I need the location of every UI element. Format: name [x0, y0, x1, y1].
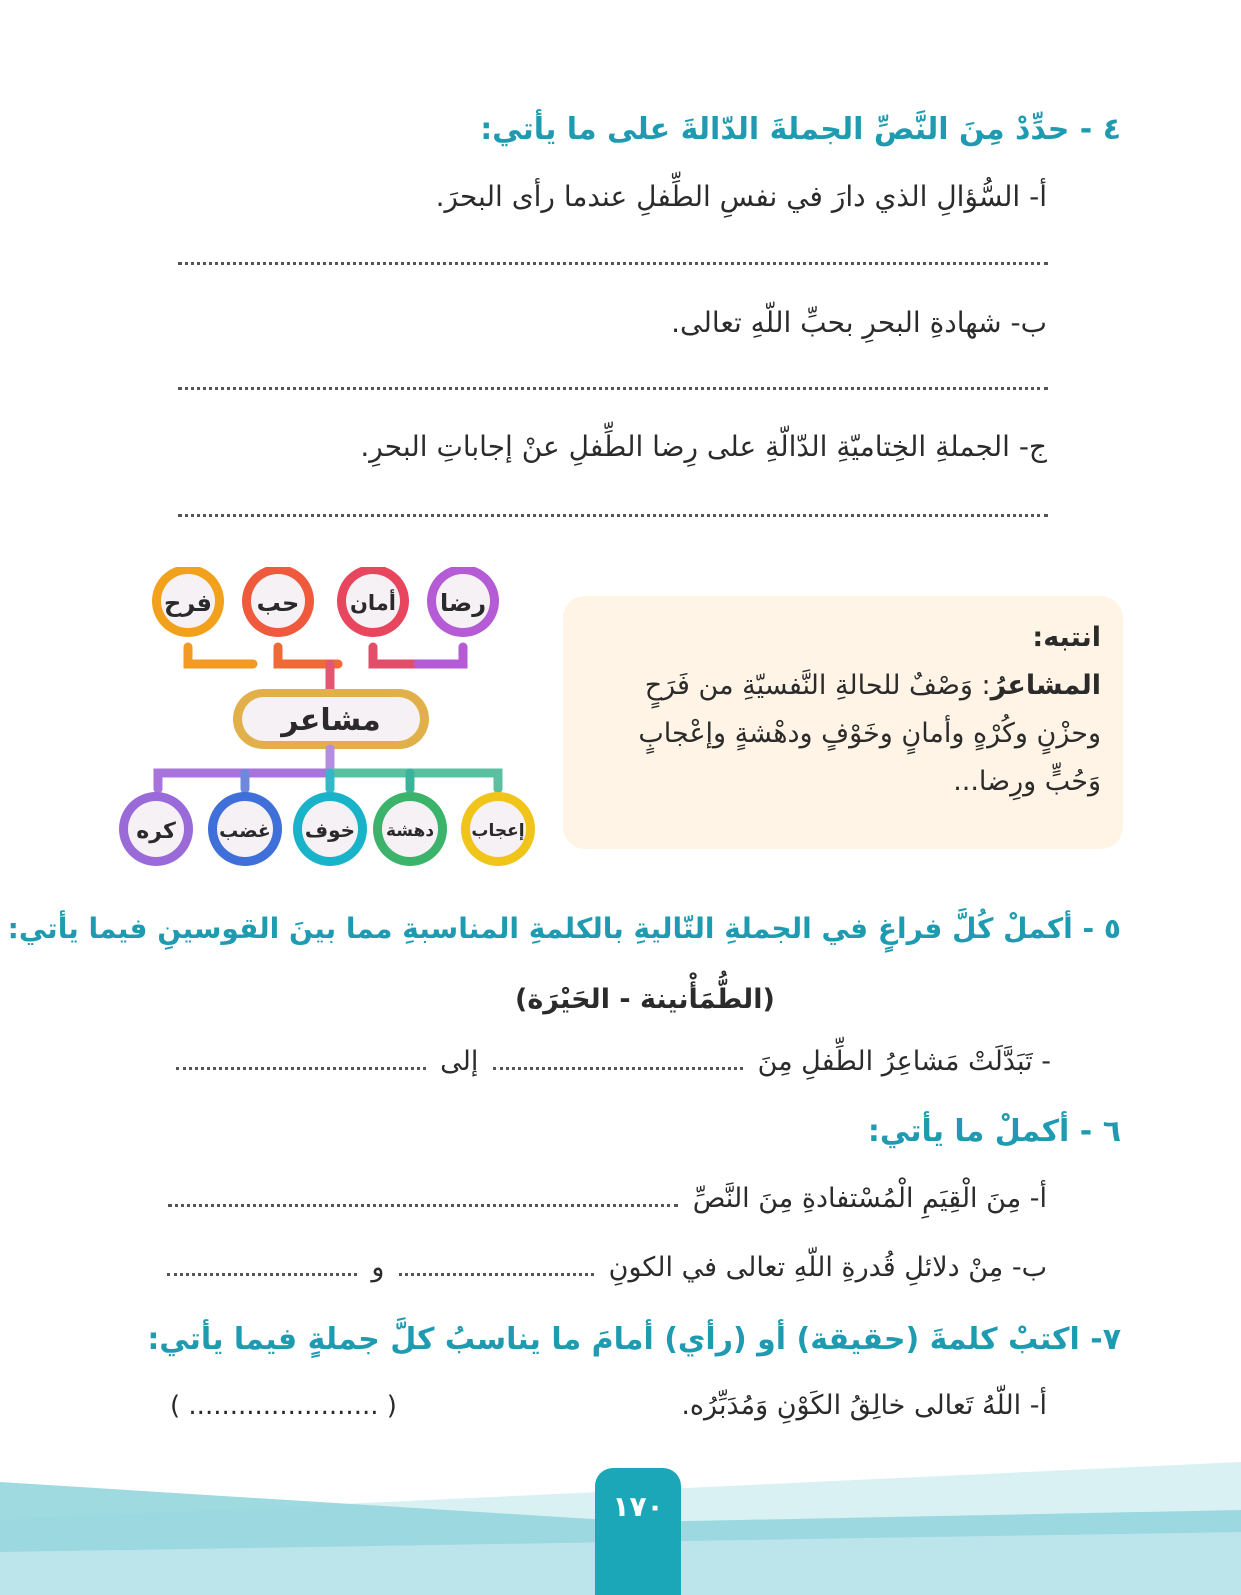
question-4-item-c: ج- الجملةِ الخِتاميّةِ الدّالّةِ على رِضا الطِّفلِ عنْ إجاباتِ البحرِ.: [360, 430, 1047, 463]
note-definition: : وَصْفٌ للحالةِ النَّفسيّةِ من فَرَحٍ وحزْنٍ وكُرْهٍ وأمانٍ وخَوْفٍ ودهْشةٍ وإعْجابٍ وَحُبٍّ ورِضا...: [638, 670, 1101, 797]
top-bubble-hob: [242, 567, 314, 637]
bottom-connectors: [158, 749, 498, 789]
bubble-label: حب: [256, 589, 300, 617]
bottom-bubble-ijab: [461, 792, 535, 866]
note-box: [563, 596, 1123, 849]
bubble-label: دهشة: [385, 821, 435, 841]
conjunction: و: [371, 1252, 385, 1283]
answer-line-4c[interactable]: [178, 514, 1048, 517]
blank-6a[interactable]: [168, 1189, 678, 1207]
bottom-bubble-kurh: [119, 792, 193, 866]
question-6-title: ٦ - أكملْ ما يأتي:: [867, 1114, 1121, 1149]
bubble-label: كره: [136, 819, 176, 844]
center-bubble: [233, 689, 429, 749]
bottom-bubble-khawf: [293, 792, 367, 866]
blank-from[interactable]: [493, 1052, 743, 1070]
top-bubble-rida: [427, 567, 499, 637]
question-6-item-a: [162, 1183, 1047, 1214]
bubble-label: إعجاب: [471, 821, 525, 841]
answer-line-4b[interactable]: [178, 387, 1048, 390]
blank-to[interactable]: [176, 1052, 426, 1070]
item-a-text: أ- مِنَ الْقِيَمِ الْمُسْتفادةِ مِنَ النَّصِّ: [692, 1183, 1047, 1214]
bubble-label: فرح: [164, 589, 212, 617]
bubble-label: غضب: [219, 820, 271, 842]
page-number: ١٧٠: [612, 1490, 664, 1523]
note-term: المشاعرُ: [990, 670, 1101, 701]
bubble-label: خوف: [304, 818, 356, 842]
question-4-title: ٤ - حدِّدْ مِنَ النَّصِّ الجملةَ الدّالةَ على ما يأتي:: [480, 112, 1121, 147]
question-6-item-b: [161, 1252, 1047, 1283]
question-7-title: ٧- اكتبْ كلمةَ (حقيقة) أو (رأي) أمامَ ما يناسبُ كلَّ جملةٍ فيما يأتي:: [147, 1322, 1121, 1357]
sentence-start: - تَبَدَّلَتْ مَشاعِرُ الطِّفلِ مِنَ: [757, 1046, 1051, 1077]
question-5-choices: (الطُّمَأْنينة - الحَيْرَة): [515, 984, 775, 1015]
page-number-tab: [595, 1468, 681, 1595]
feelings-mind-map: [118, 567, 552, 889]
question-5-title: ٥ - أكملْ كُلَّ فراغٍ في الجملةِ التّاليةِ بالكلمةِ المناسبةِ مما بينَ القوسينِ فيما يأتي:: [7, 912, 1121, 945]
bubble-label: رضا: [439, 589, 487, 617]
question-7-item-a: أ- اللّهُ تَعالى خالِقُ الكَوْنِ وَمُدَبِّرُه.: [681, 1390, 1047, 1421]
question-4-item-a: أ- السُّؤالِ الذي دارَ في نفسِ الطِّفلِ عندما رأى البحرَ.: [435, 180, 1047, 213]
item-b-text: ب- مِنْ دلائلِ قُدرةِ اللّهِ تعالى في الكونِ: [608, 1252, 1047, 1283]
top-bubble-aman: [337, 567, 409, 637]
bottom-bubble-ghadab: [208, 792, 282, 866]
note-heading: انتبه:: [1032, 622, 1101, 653]
center-label: مشاعر: [281, 703, 381, 738]
top-bubble-farah: [152, 567, 224, 637]
answer-line-4a[interactable]: [178, 262, 1048, 265]
bubble-label: أمان: [349, 591, 397, 615]
blank-6b-2[interactable]: [167, 1258, 357, 1276]
sentence-mid: إلى: [440, 1046, 479, 1077]
bottom-bubble-dahsha: [373, 792, 447, 866]
answer-parentheses[interactable]: ( ....................... ): [170, 1391, 397, 1421]
question-5-sentence: [170, 1046, 1051, 1077]
question-4-item-b: ب- شهادةِ البحرِ بحبِّ اللّهِ تعالى.: [671, 306, 1047, 339]
blank-6b-1[interactable]: [399, 1258, 594, 1276]
top-connectors: [188, 647, 463, 695]
